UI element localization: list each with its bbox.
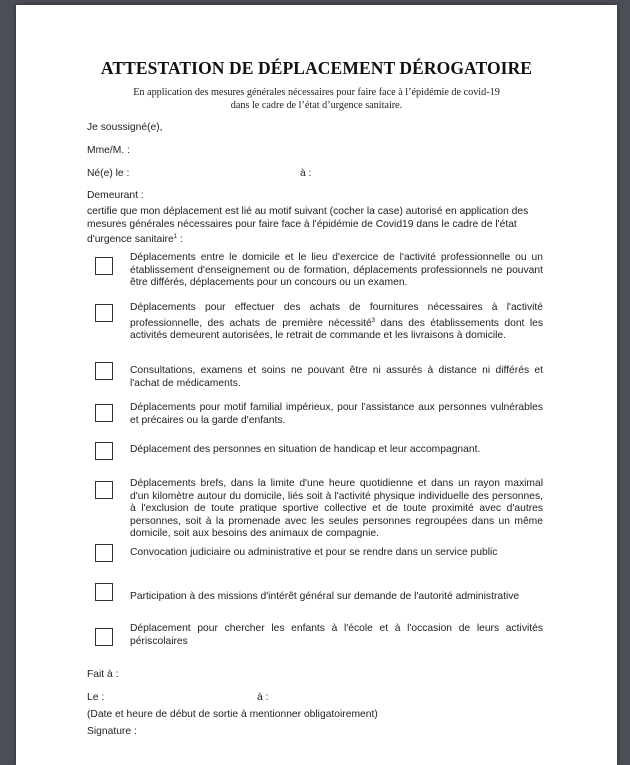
footnote-ref-3: 3: [371, 317, 376, 324]
option-text: Déplacements pour motif familial impérieux, pour l'assistance aux personnes vulnérables et précaires ou la garde d'enfants.: [130, 402, 543, 426]
option-text: Participation à des missions d'intérêt général sur demande de l'autorité administrative: [130, 591, 520, 602]
option-text: Déplacements entre le domicile et le lieu d'exercice de l'activité professionnelle ou un établissement d'enseignement ou de formation, déplacements professionnels ne pouvant être différés, déplacements pour un concours ou un examen.: [130, 252, 543, 289]
checkbox-school-pickup[interactable]: [95, 628, 113, 646]
birth-field[interactable]: [87, 168, 387, 179]
option-text: [130, 302, 543, 343]
document-page: [16, 5, 617, 765]
checkbox-brief-outing[interactable]: [95, 481, 113, 499]
date-label: Le :: [87, 692, 105, 703]
address-field[interactable]: [87, 190, 144, 201]
address-label: Demeurant :: [87, 190, 144, 201]
option-text: Déplacement des personnes en situation de handicap et leur accompagnant.: [130, 444, 481, 455]
certify-suffix: :: [177, 234, 183, 245]
subtitle-line-1: En application des mesures générales nécessaires pour faire face à l’épidémie de covid-19: [133, 87, 500, 98]
intro-text: Je soussigné(e),: [87, 122, 163, 133]
date-time-note: (Date et heure de début de sortie à mentionner obligatoirement): [87, 709, 378, 720]
date-time-field[interactable]: [87, 692, 387, 703]
subtitle-line-2: dans le cadre de l’état d’urgence sanitaire.: [230, 99, 403, 111]
certify-text: certifie que mon déplacement est lié au motif suivant (cocher la case) autorisé en application des mesures générales nécessaires pour faire face à l'épidémie de Covid19 dans le cadre de l'état d'urgence sanitaire: [87, 206, 529, 245]
place-field[interactable]: [87, 669, 118, 680]
place-label: Fait à :: [87, 669, 119, 680]
option-text: Consultations, examens et soins ne pouvant être ni assurés à distance ni différés et l'achat de médicaments.: [130, 365, 543, 389]
time-label: à :: [257, 692, 269, 703]
option-text: Convocation judiciaire ou administrative et pour se rendre dans un service public: [130, 547, 498, 558]
certify-statement: [87, 206, 559, 247]
document-title: ATTESTATION DE DÉPLACEMENT DÉROGATOIRE: [100, 58, 533, 78]
option-text-part: Déplacements pour effectuer des achats de fournitures nécessaires à l'activité professionnelle, des achats de première nécessité: [130, 302, 543, 329]
birth-date-label: Né(e) le :: [87, 168, 130, 179]
checkbox-work-travel[interactable]: [95, 257, 113, 275]
document-subtitle: [16, 87, 617, 112]
checkbox-medical[interactable]: [95, 362, 113, 380]
option-text-part: dans des établissements dont les activités demeurent autorisées, le retrait de commande et les livraisons à domicile.: [130, 317, 543, 342]
option-text: Déplacement pour chercher les enfants à l'école et à l'occasion de leurs activités périscolaires: [130, 623, 543, 647]
name-field[interactable]: [87, 145, 130, 156]
name-label: Mme/M. :: [87, 145, 130, 156]
signature-field[interactable]: [87, 726, 137, 737]
birth-place-label: à :: [300, 168, 312, 179]
checkbox-family[interactable]: [95, 404, 113, 422]
checkbox-disability[interactable]: [95, 442, 113, 460]
option-text: Déplacements brefs, dans la limite d'une heure quotidienne et dans un rayon maximal d'un kilomètre autour du domicile, liés soit à l'activité physique individuelle des personnes, à l'exclusion de toute pratique sportive collective et de toute proximité avec d'autres personnes, soit à la promenade avec les seules personnes regroupées dans un même domicile, soit aux besoins des animaux de compagnie.: [130, 478, 543, 540]
checkbox-essential-purchases[interactable]: [95, 304, 113, 322]
checkbox-summons[interactable]: [95, 544, 113, 562]
footnote-ref-1: 1: [173, 234, 178, 240]
signature-label: Signature :: [87, 726, 137, 737]
checkbox-general-interest[interactable]: [95, 583, 113, 601]
